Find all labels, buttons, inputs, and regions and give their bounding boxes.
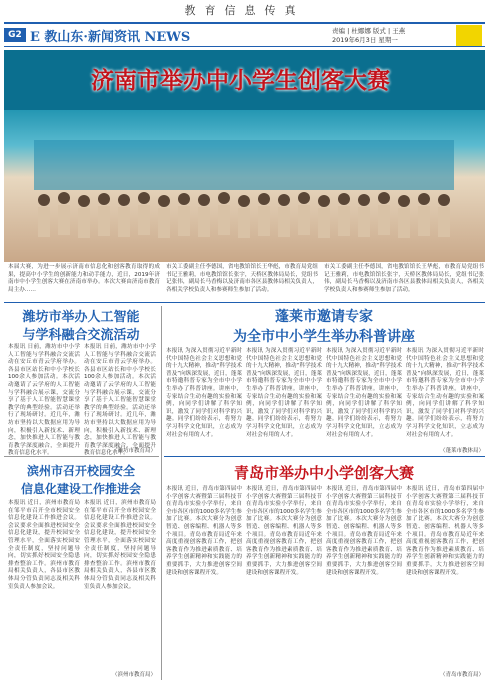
page-badge: G2 xyxy=(4,28,26,42)
top-rule xyxy=(4,22,485,24)
masthead: 教育信息传真 xyxy=(184,4,305,17)
right-divider xyxy=(164,456,485,457)
binzhou-byline: （滨州市教育局） xyxy=(111,672,156,678)
column-rule xyxy=(161,306,162,680)
penglai-body-a: 本报讯 为深入贯彻习近平新时代中国特色社会主义思想和党的十九大精神，推动“科学技术普及”向纵深发展，近日，蓬莱市特邀科普专家为全市中小学生举办了科普讲座。讲座中，专家结合生动有趣的实验和案例，向同学们讲解了科学知识，激发了同学们对科学的兴趣。同学们纷纷表示，将努力学习科学文化知识，立志成为对社会有用的人才。 xyxy=(166,348,242,438)
top-story-body-b: 市关工委副主任李德国，省电教馆馆长王华彪，市教育局党组书记王雅莉，市电教馆馆长张宇，天桥区教体局局长，党组书记张伟，副局长马香梅以及济南市各区县教体局相关负责人，各相关学校负责人和参赛师生参加了活动。 xyxy=(324,264,484,293)
qingdao-body-b: 本报讯 近日，青岛市第四届中小学创客大赛暨第三届科技节在青岛市实验小学举行，来自全市各区市的1000多名学生参加了比赛。本次大赛分为创意智造、创客编程、机器人等多个项目。青岛市教育局近年来高度重视创客教育工作，把创客教育作为推进素质教育、培养学生创新精神和实践能力的重要抓手，大力推进创客空间建设和创客课程开发。 xyxy=(246,486,322,576)
penglai-headline-2: 为全市中小学生举办科普讲座 xyxy=(233,329,415,345)
top-story-intro: 本届大赛，为进一步展示济南市信息化和创客教育取得的成果，提高中小学生的创新能力和动手能力，近日，2019年济南市中小学生创客大赛在济南市举办。本次大赛由济南市教育局主办…… xyxy=(8,264,160,293)
weifang-headline-1: 潍坊市举办人工智能 xyxy=(22,310,140,325)
binzhou-body-a: 本报讯 近日，滨州市教育局在邹平市召开全市校园安全信息化建设工作推进会议。会议要求全面推进校园安全信息化建设，提升校园安全管理水平，全面落实校园安全责任制度，坚持问题导向，切实抓好校园安全隐患排查整治工作。滨州市教育局相关负责人，各县市区教体局分管负责同志及相关科室负责人参加会议。 xyxy=(8,500,80,590)
binzhou-body-b: 本报讯 近日，滨州市教育局在邹平市召开全市校园安全信息化建设工作推进会议。会议要求全面推进校园安全信息化建设，提升校园安全管理水平，全面落实校园安全责任制度，坚持问题导向，切实抓好校园安全隐患排查整治工作。滨州市教育局相关负责人，各县市区教体局分管负责同志及相关科室负责人参加会议。 xyxy=(84,500,156,590)
qingdao-body-d: 本报讯 近日，青岛市第四届中小学创客大赛暨第三届科技节在青岛市实验小学举行，来自全市各区市的1000多名学生参加了比赛。本次大赛分为创意智造、创客编程、机器人等多个项目。青岛市教育局近年来高度重视创客教育工作，把创客教育作为推进素质教育、培养学生创新精神和实践能力的重要抓手，大力推进创客空间建设和创客课程开发。 xyxy=(406,486,484,576)
top-story-body-a: 市关工委副主任李德国，省电教馆馆长王华彪，市教育局党组书记王雅莉，市电教馆馆长张宇，天桥区教体局局长，党组书记张伟，副局长马香梅以及济南市各区县教体局相关负责人，各相关学校负责人和参赛师生参加了活动。 xyxy=(166,264,318,293)
qr-code-icon xyxy=(456,25,482,47)
penglai-byline: （蓬莱市教体局） xyxy=(439,448,484,454)
weifang-byline: （潍坊市教育局） xyxy=(111,448,156,454)
left-divider xyxy=(4,456,159,457)
main-headline: 济南市举办中小学生创客大赛 xyxy=(91,68,390,94)
penglai-body-d: 本报讯 为深入贯彻习近平新时代中国特色社会主义思想和党的十九大精神，推动“科学技术普及”向纵深发展，近日，蓬莱市特邀科普专家为全市中小学生举办了科普讲座。讲座中，专家结合生动有趣的实验和案例，向同学们讲解了科学知识，激发了同学们对科学的兴趣。同学们纷纷表示，将努力学习科学文化知识，立志成为对社会有用的人才。 xyxy=(406,348,484,438)
weifang-headline-2: 与学科融合交流活动 xyxy=(22,328,140,343)
section-divider xyxy=(4,302,485,303)
binzhou-headline-1: 滨州市召开校园安全 xyxy=(26,464,135,478)
binzhou-headline-2: 信息化建设工作推进会 xyxy=(20,482,141,496)
qingdao-headline: 青岛市举办中小学创客大赛 xyxy=(233,464,414,482)
qingdao-byline: （青岛市教育局） xyxy=(439,672,484,678)
weifang-body-a: 本报讯 日前，潍坊市中小学人工智能与学科融合交流活动在安丘市青云学府举办。各县市区站长和中小学校长100余人参加活动。本次活动邀请了云学府的人工智能与学科融合展示课，交流分享了基于人工智能智慧课堂教学的典型经验。活动还举行了现场研讨。近几年，潍坊市坚持以大数据应用为导向，积极引入新技术、新理念，加快推进人工智能与教育教学深度融合，全面提升教育信息化水平。 xyxy=(8,344,80,457)
penglai-body-c: 本报讯 为深入贯彻习近平新时代中国特色社会主义思想和党的十九大精神，推动“科学技术普及”向纵深发展，近日，蓬莱市特邀科普专家为全市中小学生举办了科普讲座。讲座中，专家结合生动有趣的实验和案例，向同学们讲解了科学知识，激发了同学们对科学的兴趣。同学们纷纷表示，将努力学习科学文化知识，立志成为对社会有用的人才。 xyxy=(326,348,402,438)
penglai-headline-1: 蓬莱市邀请专家 xyxy=(275,309,373,325)
section-title: E 教山东·新闻资讯 NEWS xyxy=(30,30,191,45)
penglai-body-b: 本报讯 为深入贯彻习近平新时代中国特色社会主义思想和党的十九大精神，推动“科学技术普及”向纵深发展，近日，蓬莱市特邀科普专家为全市中小学生举办了科普讲座。讲座中，专家结合生动有趣的实验和案例，向同学们讲解了科学知识，激发了同学们对科学的兴趣。同学们纷纷表示，将努力学习科学文化知识，立志成为对社会有用的人才。 xyxy=(246,348,322,438)
qingdao-body-a: 本报讯 近日，青岛市第四届中小学创客大赛暨第三届科技节在青岛市实验小学举行，来自全市各区市的1000多名学生参加了比赛。本次大赛分为创意智造、创客编程、机器人等多个项目。青岛市教育局近年来高度重视创客教育工作，把创客教育作为推进素质教育、培养学生创新精神和实践能力的重要抓手，大力推进创客空间建设和创客课程开发。 xyxy=(166,486,242,576)
qingdao-body-c: 本报讯 近日，青岛市第四届中小学创客大赛暨第三届科技节在青岛市实验小学举行，来自全市各区市的1000多名学生参加了比赛。本次大赛分为创意智造、创客编程、机器人等多个项目。青岛市教育局近年来高度重视创客教育工作，把创客教育作为推进素质教育、培养学生创新精神和实践能力的重要抓手，大力推进创客空间建设和创客课程开发。 xyxy=(326,486,402,576)
editor-line: 责编 | 杜娜娜 版式 | 王燕 xyxy=(332,27,406,35)
date-line: 2019年6月3日 星期一 xyxy=(332,36,398,44)
header-divider xyxy=(4,46,485,47)
weifang-body-b: 本报讯 日前，潍坊市中小学人工智能与学科融合交流活动在安丘市青云学府举办。各县市区站长和中小学校长100余人参加活动。本次活动邀请了云学府的人工智能与学科融合展示课，交流分享了基于人工智能智慧课堂教学的典型经验。活动还举行了现场研讨。近几年，潍坊市坚持以大数据应用为导向，积极引入新技术、新理念，加快推进人工智能与教育教学深度融合，全面提升教育信息化水平。 xyxy=(84,344,156,457)
